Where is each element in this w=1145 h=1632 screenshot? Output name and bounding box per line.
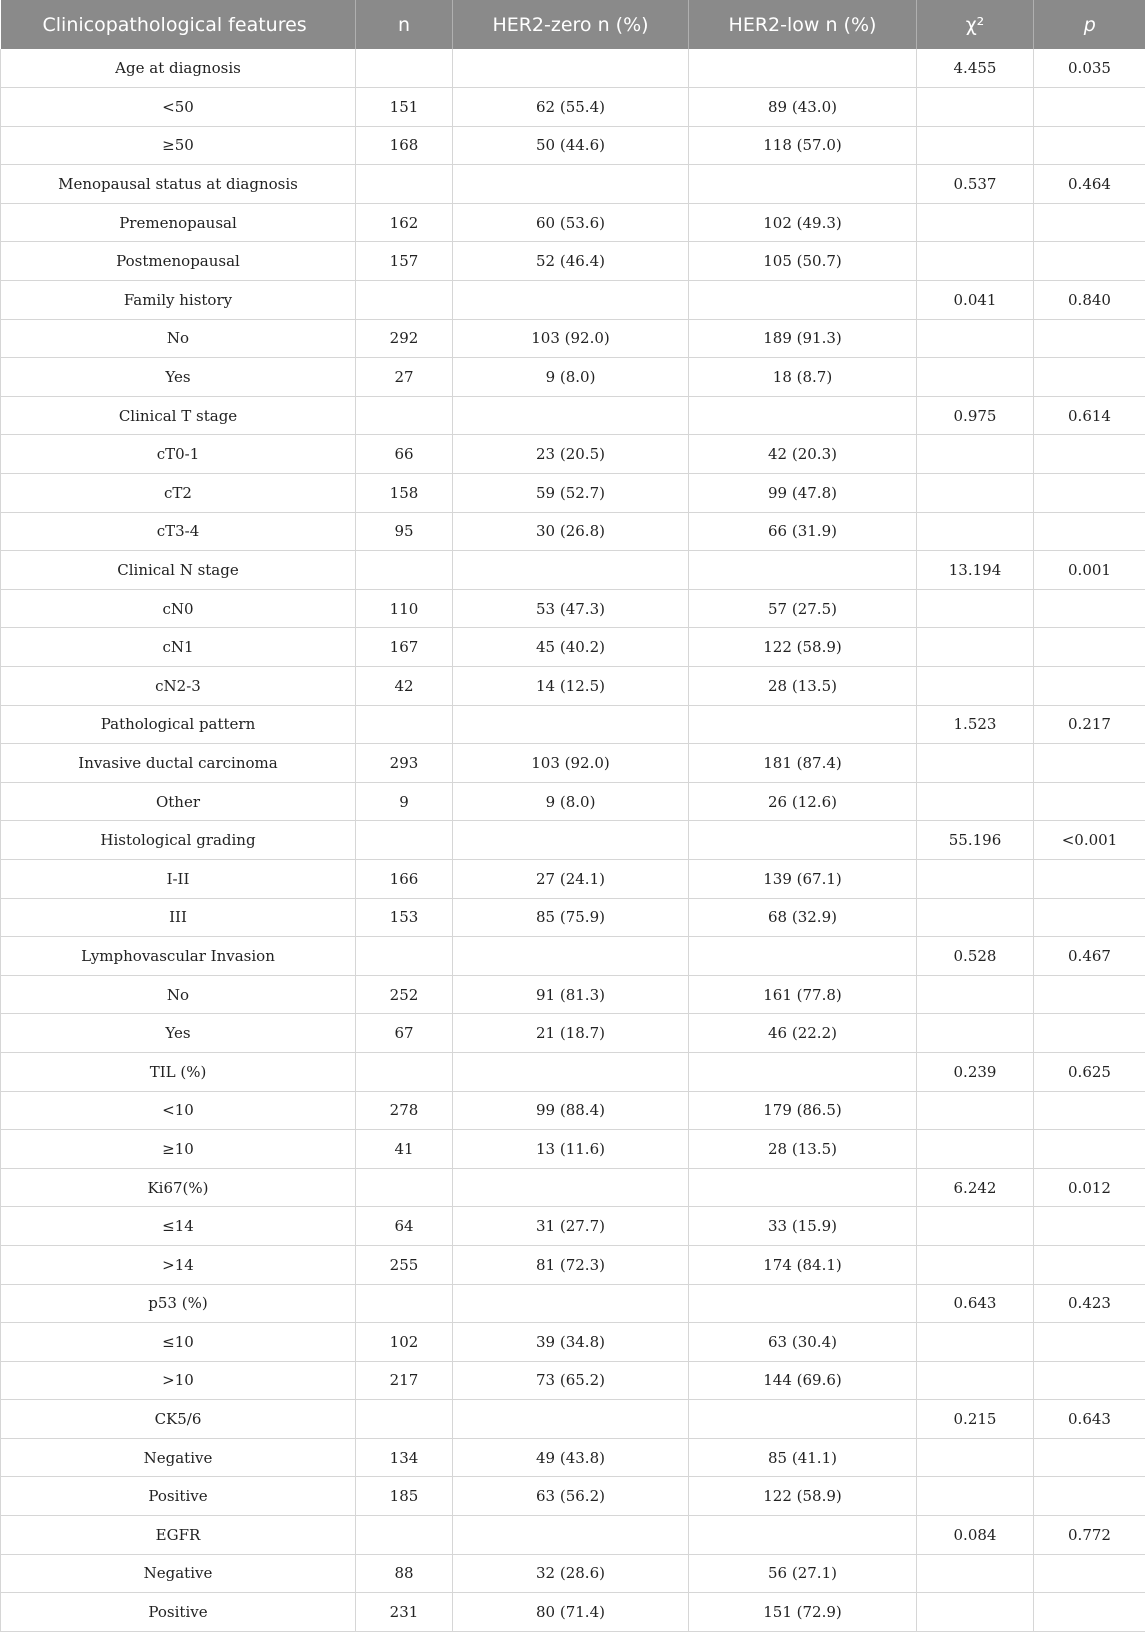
table-row — [1, 1130, 1145, 1169]
her2-low-cell — [689, 1052, 917, 1091]
her2-low-cell: 26 (12.6) — [689, 782, 917, 821]
feature-cell: ≥50 — [1, 126, 356, 165]
p-value-cell — [1034, 1554, 1145, 1593]
feature-cell: ≤14 — [1, 1207, 356, 1246]
p-value-cell — [1034, 126, 1145, 165]
chi-square-cell — [917, 203, 1034, 242]
her2-zero-cell — [453, 396, 689, 435]
table-row — [1, 628, 1145, 667]
chi-square-cell: 55.196 — [917, 821, 1034, 860]
her2-zero-cell: 23 (20.5) — [453, 435, 689, 474]
chi-square-cell — [917, 1593, 1034, 1632]
p-value-cell — [1034, 1323, 1145, 1362]
table-row — [1, 203, 1145, 242]
her2-zero-cell — [453, 1284, 689, 1323]
table-row — [1, 859, 1145, 898]
her2-zero-cell: 73 (65.2) — [453, 1361, 689, 1400]
n-cell: 151 — [356, 88, 453, 127]
her2-zero-cell — [453, 1516, 689, 1555]
feature-cell: Positive — [1, 1477, 356, 1516]
her2-low-cell: 179 (86.5) — [689, 1091, 917, 1130]
her2-zero-cell — [453, 937, 689, 976]
her2-zero-cell — [453, 551, 689, 590]
p-value-cell — [1034, 203, 1145, 242]
n-cell — [356, 396, 453, 435]
feature-cell: I-II — [1, 859, 356, 898]
feature-cell: Other — [1, 782, 356, 821]
her2-zero-cell: 30 (26.8) — [453, 512, 689, 551]
n-cell: 217 — [356, 1361, 453, 1400]
p-value-cell: 0.467 — [1034, 937, 1145, 976]
chi-square-cell: 0.239 — [917, 1052, 1034, 1091]
n-cell: 157 — [356, 242, 453, 281]
feature-cell: p53 (%) — [1, 1284, 356, 1323]
feature-cell: No — [1, 975, 356, 1014]
her2-zero-cell: 9 (8.0) — [453, 782, 689, 821]
table-row — [1, 1207, 1145, 1246]
her2-zero-cell: 14 (12.5) — [453, 667, 689, 706]
table-row — [1, 1361, 1145, 1400]
n-cell: 42 — [356, 667, 453, 706]
table-row — [1, 1593, 1145, 1632]
chi-square-cell: 0.537 — [917, 165, 1034, 204]
p-value-cell — [1034, 975, 1145, 1014]
p-value-cell — [1034, 1130, 1145, 1169]
feature-cell: Positive — [1, 1593, 356, 1632]
p-value-cell — [1034, 474, 1145, 513]
p-value-cell: 0.625 — [1034, 1052, 1145, 1091]
her2-zero-cell: 85 (75.9) — [453, 898, 689, 937]
p-value-cell — [1034, 242, 1145, 281]
p-value-cell — [1034, 628, 1145, 667]
table-row — [1, 281, 1145, 320]
header-n: n — [356, 0, 453, 49]
chi-square-cell — [917, 1245, 1034, 1284]
p-value-cell — [1034, 1477, 1145, 1516]
her2-zero-cell: 13 (11.6) — [453, 1130, 689, 1169]
table-row — [1, 88, 1145, 127]
her2-zero-cell: 81 (72.3) — [453, 1245, 689, 1284]
n-cell — [356, 1168, 453, 1207]
table-row — [1, 1477, 1145, 1516]
chi-square-cell — [917, 1207, 1034, 1246]
her2-low-cell: 85 (41.1) — [689, 1438, 917, 1477]
her2-low-cell: 99 (47.8) — [689, 474, 917, 513]
chi-square-cell: 4.455 — [917, 49, 1034, 88]
her2-zero-cell: 27 (24.1) — [453, 859, 689, 898]
chi-square-cell — [917, 975, 1034, 1014]
p-value-cell — [1034, 898, 1145, 937]
her2-low-cell: 118 (57.0) — [689, 126, 917, 165]
n-cell: 293 — [356, 744, 453, 783]
table-row — [1, 1400, 1145, 1439]
chi-square-cell — [917, 88, 1034, 127]
n-cell: 231 — [356, 1593, 453, 1632]
p-value-cell — [1034, 319, 1145, 358]
her2-zero-cell: 80 (71.4) — [453, 1593, 689, 1632]
n-cell: 185 — [356, 1477, 453, 1516]
chi-square-cell: 0.084 — [917, 1516, 1034, 1555]
her2-low-cell — [689, 551, 917, 590]
table-row — [1, 165, 1145, 204]
her2-zero-cell: 32 (28.6) — [453, 1554, 689, 1593]
table-row — [1, 319, 1145, 358]
n-cell: 88 — [356, 1554, 453, 1593]
p-value-cell — [1034, 435, 1145, 474]
chi-square-cell: 6.242 — [917, 1168, 1034, 1207]
p-value-cell: 0.840 — [1034, 281, 1145, 320]
her2-zero-cell — [453, 1400, 689, 1439]
p-value-cell — [1034, 358, 1145, 397]
her2-zero-cell: 45 (40.2) — [453, 628, 689, 667]
feature-cell: cT3-4 — [1, 512, 356, 551]
her2-zero-cell: 49 (43.8) — [453, 1438, 689, 1477]
her2-low-cell — [689, 1168, 917, 1207]
chi-square-cell — [917, 1091, 1034, 1130]
feature-cell: cN0 — [1, 589, 356, 628]
her2-zero-cell: 59 (52.7) — [453, 474, 689, 513]
table-row — [1, 474, 1145, 513]
feature-cell: cT0-1 — [1, 435, 356, 474]
chi-square-cell — [917, 1477, 1034, 1516]
her2-low-cell: 42 (20.3) — [689, 435, 917, 474]
p-value-cell — [1034, 782, 1145, 821]
feature-cell: ≤10 — [1, 1323, 356, 1362]
her2-zero-cell: 21 (18.7) — [453, 1014, 689, 1053]
chi-square-cell — [917, 1130, 1034, 1169]
n-cell — [356, 1400, 453, 1439]
chi-square-cell — [917, 242, 1034, 281]
chi-square-cell — [917, 1361, 1034, 1400]
n-cell: 167 — [356, 628, 453, 667]
her2-low-cell: 56 (27.1) — [689, 1554, 917, 1593]
n-cell: 64 — [356, 1207, 453, 1246]
her2-zero-cell: 103 (92.0) — [453, 319, 689, 358]
chi-square-cell — [917, 782, 1034, 821]
her2-zero-cell: 63 (56.2) — [453, 1477, 689, 1516]
feature-cell: Family history — [1, 281, 356, 320]
feature-cell: No — [1, 319, 356, 358]
her2-zero-cell: 50 (44.6) — [453, 126, 689, 165]
chi-square-cell — [917, 1554, 1034, 1593]
feature-cell: Postmenopausal — [1, 242, 356, 281]
chi-square-cell — [917, 474, 1034, 513]
her2-low-cell: 144 (69.6) — [689, 1361, 917, 1400]
n-cell: 27 — [356, 358, 453, 397]
chi-square-cell — [917, 859, 1034, 898]
table-row — [1, 242, 1145, 281]
p-value-cell — [1034, 667, 1145, 706]
n-cell: 134 — [356, 1438, 453, 1477]
feature-cell: >10 — [1, 1361, 356, 1400]
n-cell: 102 — [356, 1323, 453, 1362]
feature-cell: Premenopausal — [1, 203, 356, 242]
n-cell — [356, 49, 453, 88]
table-row — [1, 396, 1145, 435]
her2-low-cell — [689, 396, 917, 435]
chi-square-cell — [917, 1323, 1034, 1362]
n-cell: 162 — [356, 203, 453, 242]
feature-cell: Clinical T stage — [1, 396, 356, 435]
her2-zero-cell: 99 (88.4) — [453, 1091, 689, 1130]
p-value-cell: 0.614 — [1034, 396, 1145, 435]
n-cell: 292 — [356, 319, 453, 358]
p-value-cell: 0.772 — [1034, 1516, 1145, 1555]
n-cell: 95 — [356, 512, 453, 551]
feature-cell: Negative — [1, 1554, 356, 1593]
header-p-value: p — [1034, 0, 1145, 49]
her2-low-cell — [689, 937, 917, 976]
n-cell: 67 — [356, 1014, 453, 1053]
feature-cell: EGFR — [1, 1516, 356, 1555]
n-cell: 166 — [356, 859, 453, 898]
her2-low-cell — [689, 165, 917, 204]
her2-zero-cell — [453, 281, 689, 320]
her2-low-cell: 174 (84.1) — [689, 1245, 917, 1284]
her2-zero-cell: 39 (34.8) — [453, 1323, 689, 1362]
header-features: Clinicopathological features — [1, 0, 356, 49]
table-row — [1, 1014, 1145, 1053]
feature-cell: Pathological pattern — [1, 705, 356, 744]
her2-low-cell — [689, 49, 917, 88]
p-value-cell: 0.035 — [1034, 49, 1145, 88]
her2-low-cell: 122 (58.9) — [689, 1477, 917, 1516]
chi-square-cell — [917, 1438, 1034, 1477]
feature-cell: cN1 — [1, 628, 356, 667]
table-row — [1, 1323, 1145, 1362]
n-cell: 41 — [356, 1130, 453, 1169]
her2-zero-cell: 60 (53.6) — [453, 203, 689, 242]
her2-low-cell: 89 (43.0) — [689, 88, 917, 127]
her2-low-cell: 63 (30.4) — [689, 1323, 917, 1362]
n-cell: 255 — [356, 1245, 453, 1284]
her2-zero-cell: 53 (47.3) — [453, 589, 689, 628]
n-cell — [356, 1052, 453, 1091]
her2-low-cell: 122 (58.9) — [689, 628, 917, 667]
n-cell: 252 — [356, 975, 453, 1014]
chi-square-cell — [917, 435, 1034, 474]
her2-low-cell: 18 (8.7) — [689, 358, 917, 397]
p-value-cell: 0.217 — [1034, 705, 1145, 744]
chi-square-cell — [917, 1014, 1034, 1053]
table-row — [1, 937, 1145, 976]
her2-low-cell: 33 (15.9) — [689, 1207, 917, 1246]
feature-cell: Clinical N stage — [1, 551, 356, 590]
table-row — [1, 589, 1145, 628]
n-cell — [356, 165, 453, 204]
p-value-cell — [1034, 1361, 1145, 1400]
n-cell — [356, 705, 453, 744]
chi-square-cell: 1.523 — [917, 705, 1034, 744]
table-row — [1, 1284, 1145, 1323]
her2-low-cell: 66 (31.9) — [689, 512, 917, 551]
chi-square-cell — [917, 898, 1034, 937]
chi-square-cell — [917, 628, 1034, 667]
n-cell — [356, 551, 453, 590]
her2-low-cell: 189 (91.3) — [689, 319, 917, 358]
table-row — [1, 1168, 1145, 1207]
table-row — [1, 667, 1145, 706]
table-row — [1, 782, 1145, 821]
her2-low-cell: 102 (49.3) — [689, 203, 917, 242]
n-cell: 278 — [356, 1091, 453, 1130]
p-value-cell — [1034, 859, 1145, 898]
chi-square-cell: 13.194 — [917, 551, 1034, 590]
her2-low-cell — [689, 1400, 917, 1439]
her2-zero-cell — [453, 1052, 689, 1091]
p-value-cell — [1034, 744, 1145, 783]
chi-square-cell — [917, 589, 1034, 628]
table-row — [1, 126, 1145, 165]
chi-square-cell — [917, 126, 1034, 165]
chi-square-cell: 0.528 — [917, 937, 1034, 976]
feature-cell: TIL (%) — [1, 1052, 356, 1091]
her2-zero-cell: 62 (55.4) — [453, 88, 689, 127]
feature-cell: Negative — [1, 1438, 356, 1477]
p-value-cell: 0.643 — [1034, 1400, 1145, 1439]
feature-cell: Yes — [1, 358, 356, 397]
chi-square-cell: 0.643 — [917, 1284, 1034, 1323]
feature-cell: Lymphovascular Invasion — [1, 937, 356, 976]
table-row — [1, 1516, 1145, 1555]
her2-low-cell: 151 (72.9) — [689, 1593, 917, 1632]
feature-cell: Histological grading — [1, 821, 356, 860]
her2-low-cell: 28 (13.5) — [689, 1130, 917, 1169]
her2-low-cell: 161 (77.8) — [689, 975, 917, 1014]
n-cell — [356, 821, 453, 860]
chi-square-cell — [917, 358, 1034, 397]
n-cell: 158 — [356, 474, 453, 513]
her2-low-cell: 68 (32.9) — [689, 898, 917, 937]
her2-zero-cell — [453, 49, 689, 88]
header-row — [1, 0, 1145, 49]
her2-zero-cell — [453, 165, 689, 204]
n-cell: 110 — [356, 589, 453, 628]
her2-zero-cell: 52 (46.4) — [453, 242, 689, 281]
table-row — [1, 1438, 1145, 1477]
p-value-cell — [1034, 1014, 1145, 1053]
chi-square-cell: 0.041 — [917, 281, 1034, 320]
her2-low-cell: 181 (87.4) — [689, 744, 917, 783]
p-value-cell — [1034, 512, 1145, 551]
feature-cell: Age at diagnosis — [1, 49, 356, 88]
feature-cell: cN2-3 — [1, 667, 356, 706]
her2-low-cell: 57 (27.5) — [689, 589, 917, 628]
feature-cell: Menopausal status at diagnosis — [1, 165, 356, 204]
her2-zero-cell — [453, 821, 689, 860]
her2-low-cell: 105 (50.7) — [689, 242, 917, 281]
table-row — [1, 358, 1145, 397]
p-value-cell — [1034, 1593, 1145, 1632]
feature-cell: cT2 — [1, 474, 356, 513]
chi-square-cell — [917, 667, 1034, 706]
chi-square-cell: 0.975 — [917, 396, 1034, 435]
p-value-cell — [1034, 1245, 1145, 1284]
feature-cell: >14 — [1, 1245, 356, 1284]
p-value-cell — [1034, 1207, 1145, 1246]
p-value-cell: 0.012 — [1034, 1168, 1145, 1207]
n-cell — [356, 281, 453, 320]
p-value-cell: 0.464 — [1034, 165, 1145, 204]
n-cell — [356, 1284, 453, 1323]
her2-low-cell — [689, 821, 917, 860]
table-row — [1, 1554, 1145, 1593]
header-her2-zero: HER2-zero n (%) — [453, 0, 689, 49]
header-chi-square: χ² — [917, 0, 1034, 49]
n-cell: 153 — [356, 898, 453, 937]
p-value-cell — [1034, 589, 1145, 628]
table-row — [1, 49, 1145, 88]
table-row — [1, 1245, 1145, 1284]
table-row — [1, 898, 1145, 937]
feature-cell: Ki67(%) — [1, 1168, 356, 1207]
table-row — [1, 551, 1145, 590]
table-row — [1, 435, 1145, 474]
her2-low-cell: 28 (13.5) — [689, 667, 917, 706]
her2-low-cell: 46 (22.2) — [689, 1014, 917, 1053]
her2-low-cell — [689, 1516, 917, 1555]
feature-cell: CK5/6 — [1, 1400, 356, 1439]
table-row — [1, 1091, 1145, 1130]
table-header — [1, 0, 1145, 49]
her2-low-cell: 139 (67.1) — [689, 859, 917, 898]
feature-cell: III — [1, 898, 356, 937]
table-row — [1, 512, 1145, 551]
p-value-cell — [1034, 88, 1145, 127]
her2-zero-cell — [453, 1168, 689, 1207]
table-row — [1, 744, 1145, 783]
feature-cell: Invasive ductal carcinoma — [1, 744, 356, 783]
her2-zero-cell: 103 (92.0) — [453, 744, 689, 783]
p-value-cell: 0.001 — [1034, 551, 1145, 590]
her2-zero-cell: 91 (81.3) — [453, 975, 689, 1014]
feature-cell: <50 — [1, 88, 356, 127]
p-value-cell — [1034, 1438, 1145, 1477]
her2-zero-cell: 9 (8.0) — [453, 358, 689, 397]
her2-zero-cell — [453, 705, 689, 744]
her2-low-cell — [689, 1284, 917, 1323]
her2-zero-cell: 31 (27.7) — [453, 1207, 689, 1246]
her2-low-cell — [689, 281, 917, 320]
n-cell: 168 — [356, 126, 453, 165]
feature-cell: ≥10 — [1, 1130, 356, 1169]
p-value-cell — [1034, 1091, 1145, 1130]
n-cell: 9 — [356, 782, 453, 821]
feature-cell: <10 — [1, 1091, 356, 1130]
chi-square-cell: 0.215 — [917, 1400, 1034, 1439]
n-cell — [356, 1516, 453, 1555]
n-cell — [356, 937, 453, 976]
chi-square-cell — [917, 512, 1034, 551]
header-her2-low: HER2-low n (%) — [689, 0, 917, 49]
her2-low-cell — [689, 705, 917, 744]
p-value-cell: <0.001 — [1034, 821, 1145, 860]
table-body — [1, 49, 1145, 1631]
chi-square-cell — [917, 744, 1034, 783]
chi-square-cell — [917, 319, 1034, 358]
table-row — [1, 705, 1145, 744]
table-row — [1, 821, 1145, 860]
p-value-cell: 0.423 — [1034, 1284, 1145, 1323]
table-row — [1, 1052, 1145, 1091]
table-row — [1, 975, 1145, 1014]
feature-cell: Yes — [1, 1014, 356, 1053]
n-cell: 66 — [356, 435, 453, 474]
